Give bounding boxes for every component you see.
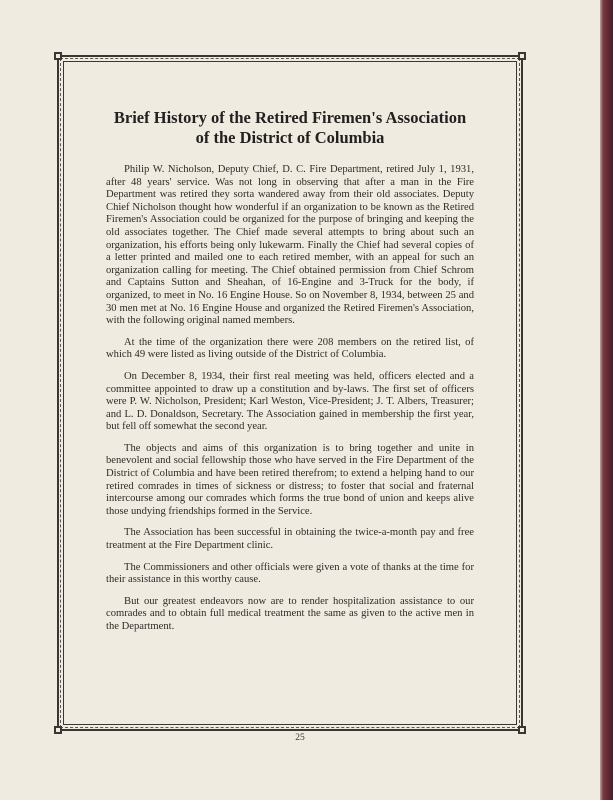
paragraph-membership: At the time of the organization there were 208 members on the retired list, of which 49 were listed as living outside of the District of Columbia. — [106, 336, 474, 361]
article-title — [106, 108, 474, 148]
article-body — [106, 108, 474, 643]
paragraph-founding: Philip W. Nicholson, Deputy Chief, D. C. Fire Department, retired July 1, 1931, after 48 years' service. Was not long in observing that after a man in the Fire Department was retired they sorta wandered away from their old associates. Deputy Chief Nicholson thought how wonderful if an organization to be known as the Retired Firemen's Association could be organized for the purpose of bringing and keeping the old associates together. The Chief made several attempts to bring about such an organization, his efforts being only lukewarm. Finally the Chief had several copies of a letter printed and mailed one to each retired member, with an appeal for such an organization calling for meeting. The Chief obtained permission from Chief Schrom and Captains Sutton and Sheahan, of 16-Engine and 3-Truck for the body, if organized, to meet in No. 16 Engine House. So on November 8, 1934, between 25 and 30 men met at No. 16 Engine House and organized the Retired Firemen's Association, with the following original named members. — [106, 164, 474, 327]
page-number: 25 — [295, 733, 305, 743]
paragraph-first-meeting: On December 8, 1934, their first real meeting was held, officers elected and a committee appointed to draw up a constitution and by-laws. The first set of officers were P. W. Nicholson, President; Karl Weston, Vice-President; J. T. Albers, Treasurer; and L. D. Donaldson, Secretary. The Association gained in membership the first year, but fell off somewhat the second year. — [106, 370, 474, 433]
border-corner-top-right — [518, 52, 526, 60]
paragraph-objects-aims: The objects and aims of this organization is to bring together and unite in benevolent and social fellowship those who have served in the Fire Department of the District of Columbia and have been retired therefrom; to extend a helping hand to our retired comrades in times of sickness or distress; to foster that social and fraternal intercourse among our comrades which forms the true bond of union and keeps alive those undying friendships formed in the Service. — [106, 442, 474, 517]
article-title-line-2: of the District of Columbia — [195, 128, 385, 147]
paragraph-thanks: The Commissioners and other officials were given a vote of thanks at the time for their assistance in this worthy cause. — [106, 561, 474, 586]
border-corner-top-left — [54, 52, 62, 60]
paragraph-endeavors: But our greatest endeavors now are to render hospitalization assistance to our comrades and to obtain full medical treatment the same as given to the active men in the Department. — [106, 595, 474, 632]
article-title-line-1: Brief History of the Retired Firemen's Association — [113, 108, 467, 127]
paragraph-success: The Association has been successful in obtaining the twice-a-month pay and free treatment at the Fire Department clinic. — [106, 527, 474, 552]
book-binding-edge — [600, 0, 613, 800]
